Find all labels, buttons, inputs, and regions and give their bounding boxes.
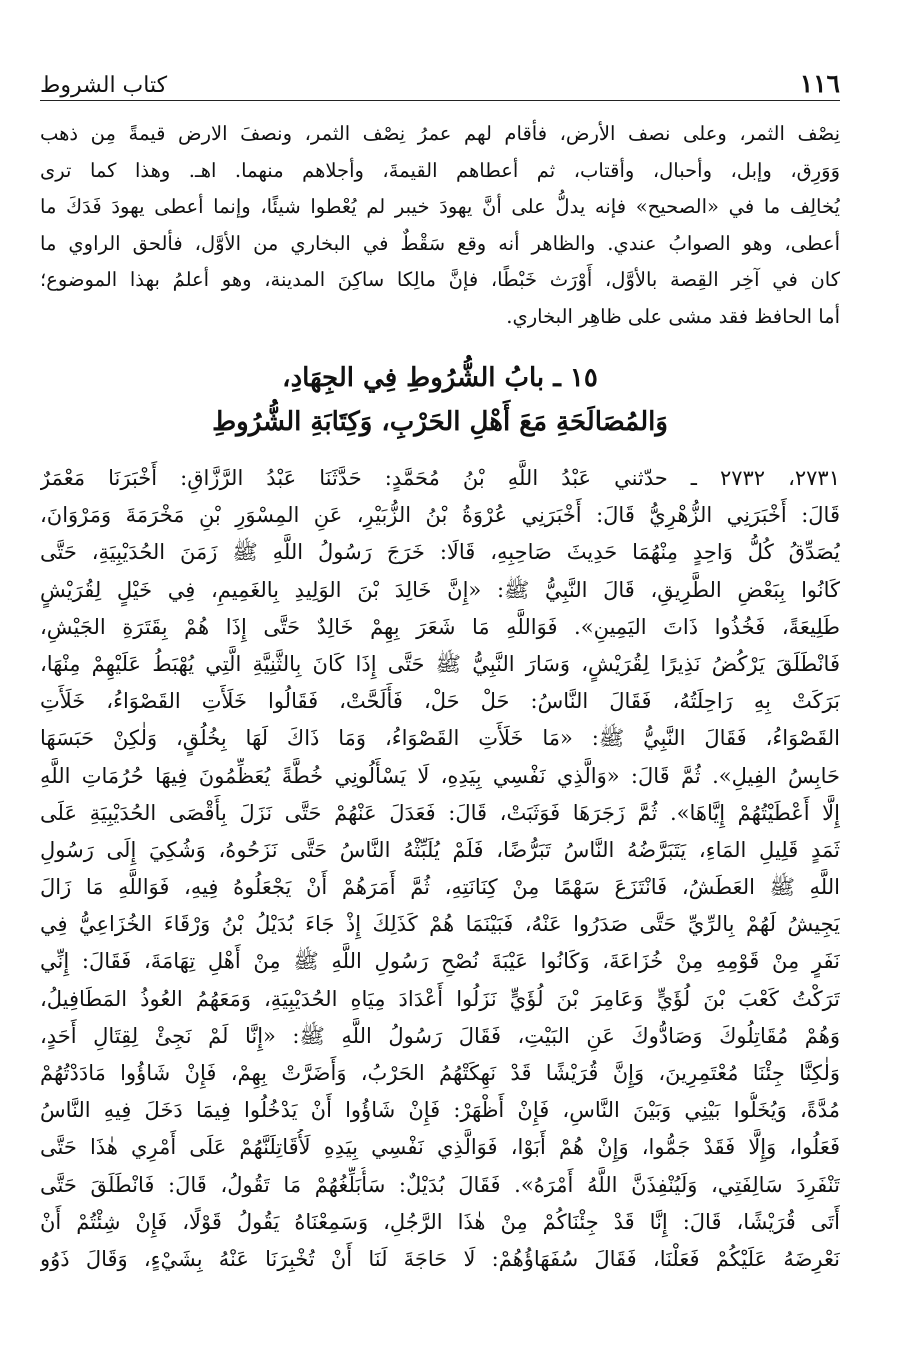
text-line: إِلَّا أَعْطَيْتُهُمْ إِيَّاهَا». ثُمَّ زَجَرَهَا فَوَثَبَتْ، قَالَ: فَعَدَلَ عَنْهُمْ حَتَّى نَزَلَ بِأَقْصَى الحُدَيْبِيَةِ عَلَى bbox=[40, 800, 840, 825]
text-line: تَنْفَرِدَ سَالِفَتِي، وَلَيُنْفِذَنَّ اللَّهُ أَمْرَهُ». فَقَالَ بُدَيْلٌ: سَأُبَلِّغُهُمْ مَا تَقُولُ، قَالَ: فَانْطَلَقَ حَتَّى bbox=[40, 1172, 840, 1197]
text-line: يُصَدِّقُ كُلُّ وَاحِدٍ مِنْهُمَا حَدِيثَ صَاحِبِهِ، قَالَا: خَرَجَ رَسُولُ اللَّهِ ﷺ زَمَنَ الحُدَيْبِيَةِ، حَتَّى bbox=[40, 540, 840, 565]
commentary-paragraph bbox=[40, 116, 840, 335]
chapter-heading bbox=[40, 356, 840, 444]
text-line: وَوَرِق، وإبل، وأحبال، وأقتاب، ثم أعطاهم القيمةَ، وأجلاهم منهما. اهـ. وهذا كما ترى bbox=[40, 158, 840, 182]
chapter-title-line-2: وَالمُصَالَحَةِ مَعَ أَهْلِ الحَرْبِ، وَكِتَابَةِ الشُّرُوطِ bbox=[212, 407, 668, 437]
text-line: القَصْوَاءُ، فَقَالَ النَّبِيُّ ﷺ: «مَا خَلَأَتِ القَصْوَاءُ، وَمَا ذَاكَ لَهَا بِخُلُقٍ، وَلٰكِنْ حَبَسَهَا bbox=[40, 726, 840, 751]
text-line: اللَّهِ ﷺ العَطَشُ، فَانْتَزَعَ سَهْمًا مِنْ كِنَانَتِهِ، ثُمَّ أَمَرَهُمْ أَنْ يَجْعَلُوهُ فِيهِ، فَوَاللَّهِ مَا زَالَ bbox=[40, 875, 840, 900]
text-line: أعطى، وهو الصوابُ عندي. والظاهر أنه وقع سَقْطٌ في البخاري من الأوَّل، فألحق الراوي ما bbox=[40, 231, 840, 255]
hadith-text bbox=[40, 460, 840, 1278]
chapter-title-line-1: ١٥ ـ بابُ الشُّرُوطِ فِي الجِهَادِ، bbox=[282, 363, 598, 393]
text-line: طَلِيعَةً، فَخُذُوا ذَاتَ اليَمِينِ». فَوَاللَّهِ مَا شَعَرَ بِهِمْ خَالِدٌ حَتَّى إِذَا هُمْ بِقَتَرَةِ الجَيْشِ، bbox=[40, 614, 840, 639]
text-line: حَابِسُ الفِيلِ». ثُمَّ قَالَ: «وَالَّذِي نَفْسِي بِيَدِهِ، لَا يَسْأَلُونِي خُطَّةً يُعَظِّمُونَ فِيهَا حُرُمَاتِ اللَّهِ bbox=[40, 763, 840, 788]
header-divider bbox=[40, 100, 840, 101]
text-line: يُخالِف ما في «الصحيح» فإنه يدلُّ على أنَّ يهودَ خيبر لم يُعْطوا شيئًا، وإنما أعطى يهودَ فَدَكَ ما bbox=[40, 195, 840, 218]
text-line: وَلٰكِنَّا جِئْنَا مُعْتَمِرِينَ، وَإِنَّ قُرَيْشًا قَدْ نَهِكَتْهُمُ الحَرْبُ، وَأَضَرَّتْ بِهِمْ، فَإِنْ شَاؤُوا مَادَدْتُهُمْ bbox=[40, 1061, 840, 1085]
text-line: كان في آخِر القِصة بالأوَّل، أَوْرَث خَبْطًا، فإنَّ مالِكا ساكِنَ المدينة، وهو أعلمُ بهذا الموضوع؛ bbox=[40, 268, 840, 291]
text-line: بَرَكَتْ بِهِ رَاحِلَتُهُ، فَقَالَ النَّاسُ: حَلْ حَلْ، فَأَلَحَّتْ، فَقَالُوا خَلَأَتِ القَصْوَاءُ، خَلَأَتِ bbox=[40, 689, 840, 714]
page-header bbox=[40, 58, 840, 98]
running-title: كتاب الشروط bbox=[40, 73, 168, 98]
text-line: وَهُمْ مُقَاتِلُوكَ وَصَادُّوكَ عَنِ البَيْتِ، فَقَالَ رَسُولُ اللَّهِ ﷺ: «إِنَّا لَمْ نَجِئْ لِقِتَالِ أَحَدٍ، bbox=[40, 1023, 840, 1048]
text-line: تَرَكْتُ كَعْبَ بْنَ لُؤَيٍّ وَعَامِرَ بْنَ لُؤَيٍّ نَزَلُوا أَعْدَادَ مِيَاهِ الحُدَيْبِيَةِ، وَمَعَهُمُ العُوذُ المَطَافِيلُ، bbox=[40, 986, 840, 1011]
text-line: ثَمَدٍ قَلِيلِ المَاءِ، يَتَبَرَّضُهُ النَّاسُ تَبَرُّضًا، فَلَمْ يُلَبِّثْهُ النَّاسُ حَتَّى نَزَحُوهُ، وَشُكِيَ إِلَى رَسُولِ bbox=[40, 837, 840, 862]
text-line: ٢٧٣١، ٢٧٣٢ ـ حدّثني عَبْدُ اللَّهِ بْنُ مُحَمَّدٍ: حَدَّثَنَا عَبْدُ الرَّزَّاقِ: أَخْبَرَنَا مَعْمَرٌ bbox=[40, 466, 840, 490]
text-line: مُدَّةً، وَيُخَلُّوا بَيْنِي وَبَيْنَ النَّاسِ، فَإِنْ أَظْهَرْ: فَإِنْ شَاؤُوا أَنْ يَدْخُلُوا فِيمَا دَخَلَ فِيهِ النَّاسُ bbox=[40, 1098, 840, 1123]
page-number: ١١٦ bbox=[799, 69, 840, 98]
text-line: يَجِيشُ لَهُمْ بِالرِّيِّ حَتَّى صَدَرُوا عَنْهُ، فَبَيْنَمَا هُمْ كَذَلِكَ إِذْ جَاءَ بُدَيْلُ بْنُ وَرْقَاءَ الخُزَاعِيُّ فِي bbox=[40, 912, 840, 937]
text-line: أَتَى قُرَيْشًا، قَالَ: إِنَّا قَدْ جِئْنَاكُمْ مِنْ هٰذَا الرَّجُلِ، وَسَمِعْنَاهُ يَقُولُ قَوْلًا، فَإِنْ شِئْتُمْ أَنْ bbox=[40, 1209, 840, 1234]
text-line: نَفَرٍ مِنْ قَوْمِهِ مِنْ خُزَاعَةَ، وَكَانُوا عَيْبَةَ نُصْحِ رَسُولِ اللَّهِ ﷺ مِنْ أَهْلِ تِهَامَةَ، فَقَالَ: إِنِّي bbox=[40, 949, 840, 974]
text-line: قَالَ: أَخْبَرَنِي الزُّهْرِيُّ قَالَ: أَخْبَرَنِي عُرْوَةُ بْنُ الزُّبَيْرِ، عَنِ المِسْوَرِ بْنِ مَخْرَمَةَ وَمَرْوَانَ، bbox=[40, 503, 840, 528]
text-line: أما الحافظ فقد مشى على ظاهِر البخاري. bbox=[506, 304, 840, 328]
text-line: كَانُوا بِبَعْضِ الطَّرِيقِ، قَالَ النَّبِيُّ ﷺ: «إِنَّ خَالِدَ بْنَ الوَلِيدِ بِالغَمِيمِ، فِي خَيْلٍ لِقُرَيْشٍ bbox=[40, 577, 840, 602]
text-line: فَعَلُوا، وَإِلَّا فَقَدْ جَمُّوا، وَإِنْ هُمْ أَبَوْا، فَوَالَّذِي نَفْسِي بِيَدِهِ لَأُقَاتِلَنَّهُمْ عَلَى أَمْرِي هٰذَا حَتَّى bbox=[40, 1135, 840, 1160]
text-line: فَانْطَلَقَ يَرْكُضُ نَذِيرًا لِقُرَيْشٍ، وَسَارَ النَّبِيُّ ﷺ حَتَّى إِذَا كَانَ بِالثَّنِيَّةِ الَّتِي يُهْبَطُ عَلَيْهِمْ مِنْهَا، bbox=[40, 651, 840, 676]
text-line: نَعْرِضَهُ عَلَيْكُمْ فَعَلْنَا، فَقَالَ سُفَهَاؤُهُمْ: لَا حَاجَةَ لَنَا أَنْ تُخْبِرَنَا عَنْهُ بِشَيْءٍ، وَقَالَ ذَوُو bbox=[40, 1246, 840, 1271]
text-line: نِصْف الثمر، وعلى نصف الأرض، فأقام لهم عمرُ نِصْف الثمر، ونصفَ الارض قيمةً مِن ذهب bbox=[40, 122, 840, 145]
